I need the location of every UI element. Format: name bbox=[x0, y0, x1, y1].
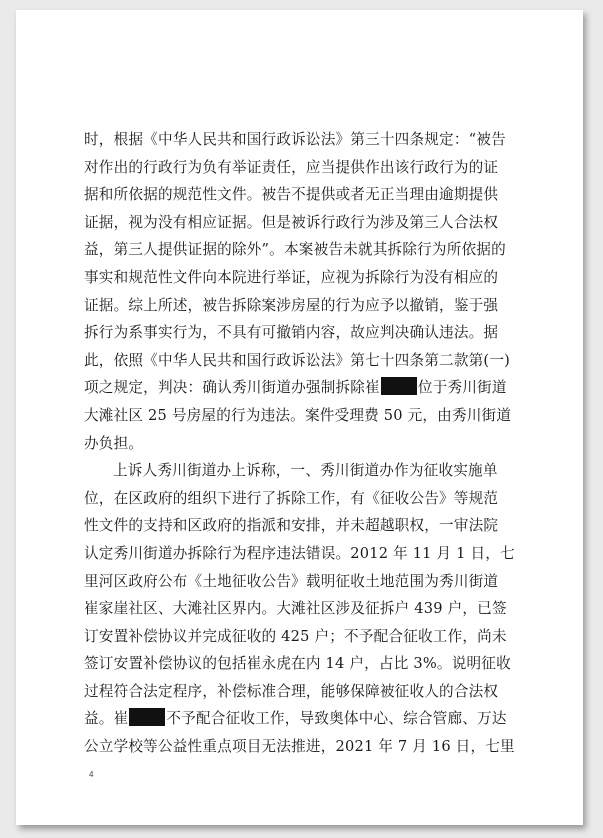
text-line: 时，根据《中华人民共和国行政诉讼法》第三十四条规定：“被告 bbox=[84, 131, 506, 148]
text-line: 证据，视为没有相应证据。但是被诉行政行为涉及第三人合法权 bbox=[84, 213, 499, 231]
text-line: 公立学校等公益性重点项目无法推进，2021 年 7 月 16 日，七里 bbox=[84, 738, 515, 756]
text-line: 对作出的行政行为负有举证责任，应当提供作出该行政行为的证 bbox=[84, 158, 499, 176]
text-line: 大滩社区 25 号房屋的行为违法。案件受理费 50 元，由秀川街道 bbox=[84, 406, 512, 424]
text-segment: 益。崔 bbox=[84, 710, 129, 728]
text-line: 事实和规范性文件向本院进行举证，应视为拆除行为没有相应的 bbox=[84, 268, 499, 286]
text-line bbox=[84, 374, 534, 402]
text-line: 签订安置补偿协议的包括崔永虎在内 14 户，占比 3%。说明征收 bbox=[84, 655, 511, 673]
text-line bbox=[84, 705, 534, 733]
text-line: 办负担。 bbox=[84, 434, 144, 452]
text-line: 据和所依据的规范性文件。被告不提供或者无正当理由逾期提供 bbox=[84, 186, 499, 204]
page-number: 4 bbox=[89, 770, 94, 779]
text-line: 里河区政府公布《土地征收公告》载明征收土地范围为秀川街道 bbox=[84, 572, 499, 590]
document-body bbox=[84, 126, 534, 761]
text-line: 过程符合法定程序，补偿标准合理，能够保障被征收人的合法权 bbox=[84, 682, 499, 700]
text-segment: 项之规定，判决：确认秀川街道办强制拆除崔 bbox=[84, 379, 380, 397]
text-line: 此，依照《中华人民共和国行政诉讼法》第七十四条第二款第(一) bbox=[84, 351, 511, 369]
text-segment: 位于秀川街道 bbox=[417, 379, 507, 397]
paragraph-start-line: 上诉人秀川街道办上诉称，一、秀川街道办作为征收实施单 bbox=[113, 462, 498, 480]
text-line: 益，第三人提供证据的除外”。本案被告未就其拆除行为所依据的 bbox=[84, 241, 506, 259]
text-segment: 不予配合征收工作，导致奥体中心、综合管廊、万达 bbox=[166, 710, 507, 728]
text-line: 拆行为系事实行为，不具有可撤销内容，故应判决确认违法。据 bbox=[84, 324, 499, 342]
text-line: 证据。综上所述，被告拆除案涉房屋的行为应予以撤销，鉴于强 bbox=[84, 296, 499, 314]
redaction-block bbox=[381, 377, 417, 395]
text-line: 崔家崖社区、大滩社区界内。大滩社区涉及征拆户 439 户，已签 bbox=[84, 600, 507, 618]
document-page bbox=[16, 10, 583, 825]
text-line: 性文件的支持和区政府的指派和安排，并未超越职权，一审法院 bbox=[84, 517, 499, 535]
redaction-block bbox=[129, 708, 165, 726]
text-line: 订安置补偿协议并完成征收的 425 户；不予配合征收工作，尚未 bbox=[84, 627, 507, 645]
text-line: 位，在区政府的组织下进行了拆除工作，有《征收公告》等规范 bbox=[84, 489, 499, 507]
text-line: 认定秀川街道办拆除行为程序违法错误。2012 年 11 月 1 日，七 bbox=[84, 544, 515, 562]
